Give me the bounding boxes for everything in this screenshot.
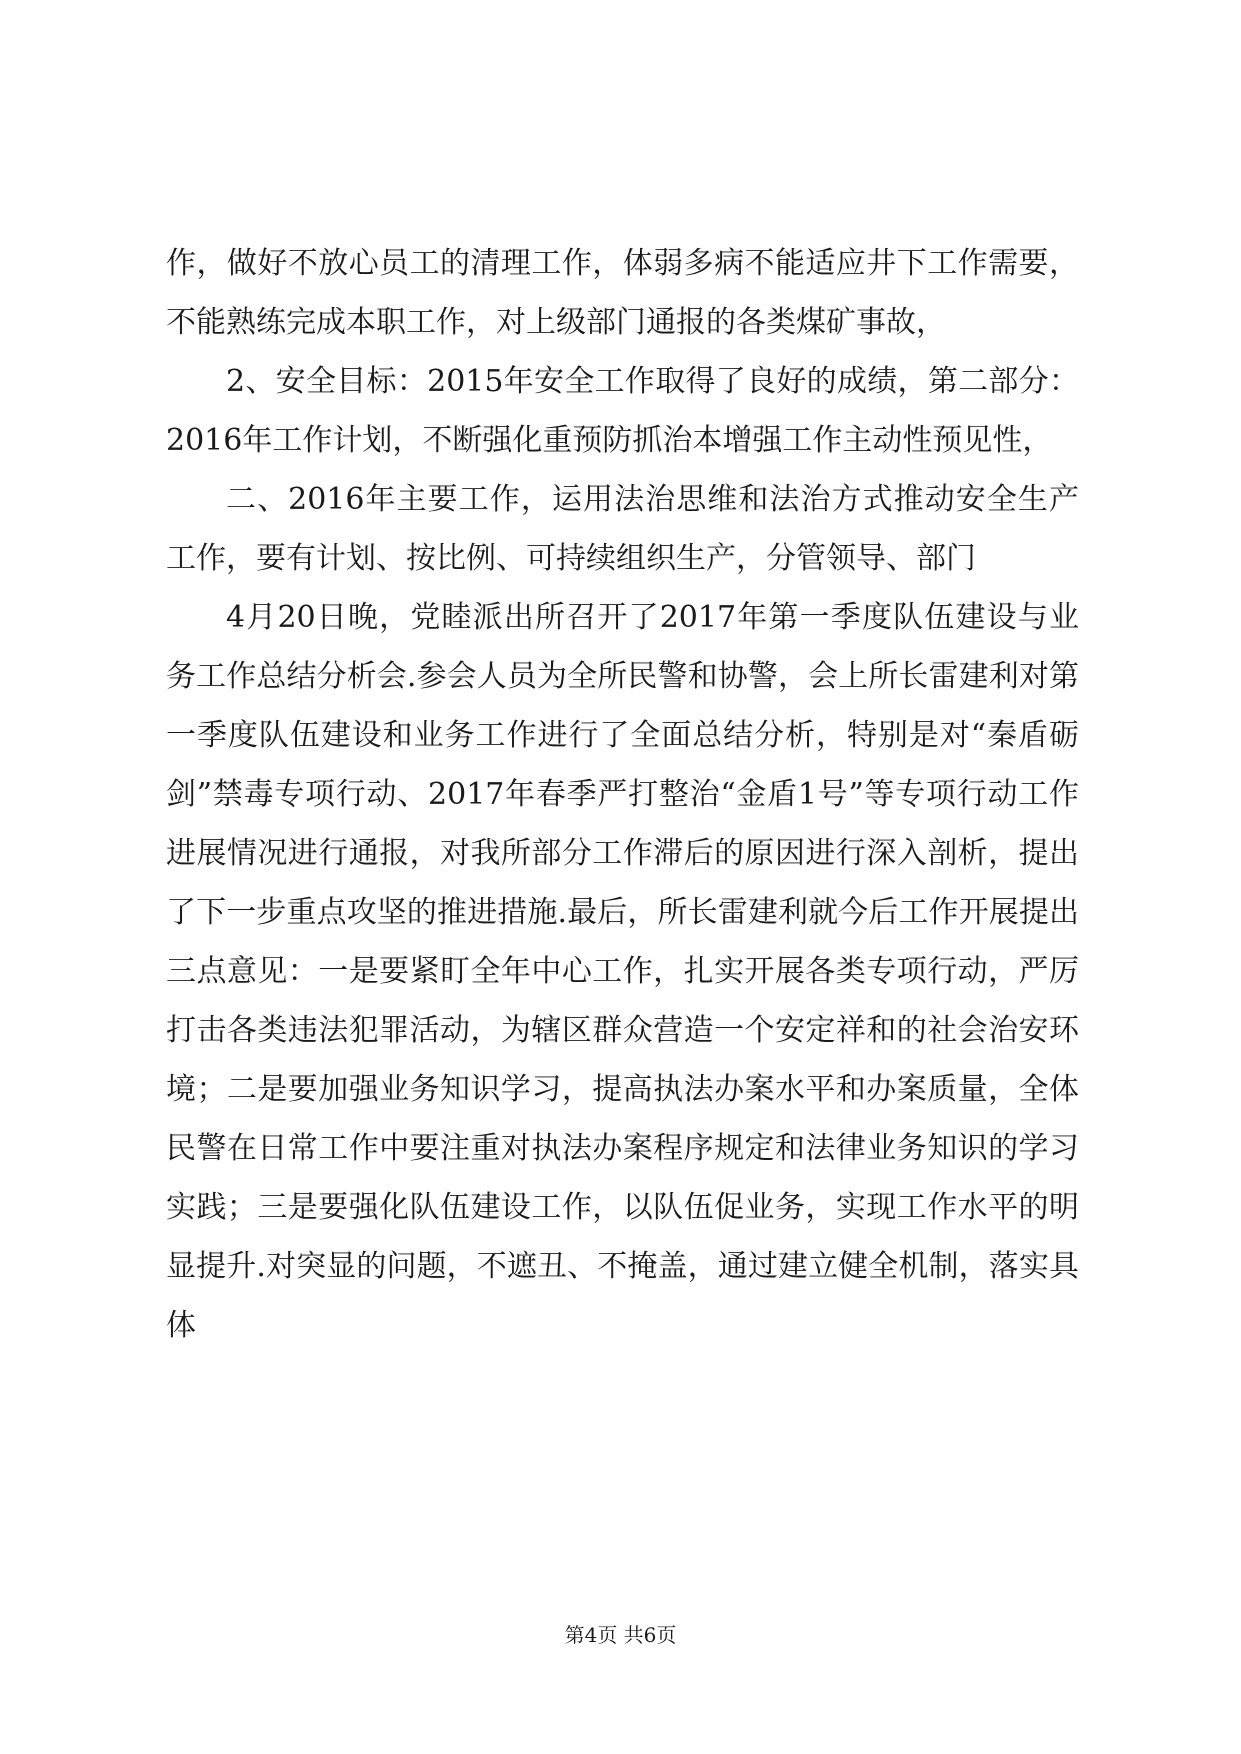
paragraph-continuation: 作，做好不放心员工的清理工作，体弱多病不能适应井下工作需要，不能熟练完成本职工作，对上级部门通报的各类煤矿事故， [166, 246, 1079, 340]
paragraph-meeting-summary: 4月20日晚，党睦派出所召开了2017年第一季度队伍建设与业务工作总结分析会.参会人员为全所民警和协警，会上所长雷建利对第一季度队伍建设和业务工作进行了全面总结分析，特别是对“秦盾砺剑”禁毒专项行动、2017年春季严打整治“金盾1号”等专项行动工作进展情况进行通报，对我所部分工作滞后的原因进行深入剖析，提出了下一步重点攻坚的推进措施.最后，所长雷建利就今后工作开展提出三点意见：一是要紧盯全年中心工作，扎实开展各类专项行动，严厉打击各类违法犯罪活动，为辖区群众营造一个安定祥和的社会治安环境；二是要加强业务知识学习，提高执法办案水平和办案质量，全体民警在日常工作中要注重对执法办案程序规定和法律业务知识的学习实践；三是要强化队伍建设工作，以队伍促业务，实现工作水平的明显提升.对突显的问题，不遮丑、不掩盖，通过建立健全机制，落实具体 [166, 600, 1079, 1343]
page-number-footer: 第4页 共6页 [564, 1623, 677, 1647]
body-text [166, 234, 1079, 1355]
paragraph-main-work: 二、2016年主要工作，运用法治思维和法治方式推动安全生产工作，要有计划、按比例、可持续组织生产，分管领导、部门 [166, 482, 1079, 576]
paragraph-safety-goal: 2、安全目标：2015年安全工作取得了良好的成绩，第二部分：2016年工作计划，不断强化重预防抓治本增强工作主动性预见性， [166, 364, 1079, 458]
